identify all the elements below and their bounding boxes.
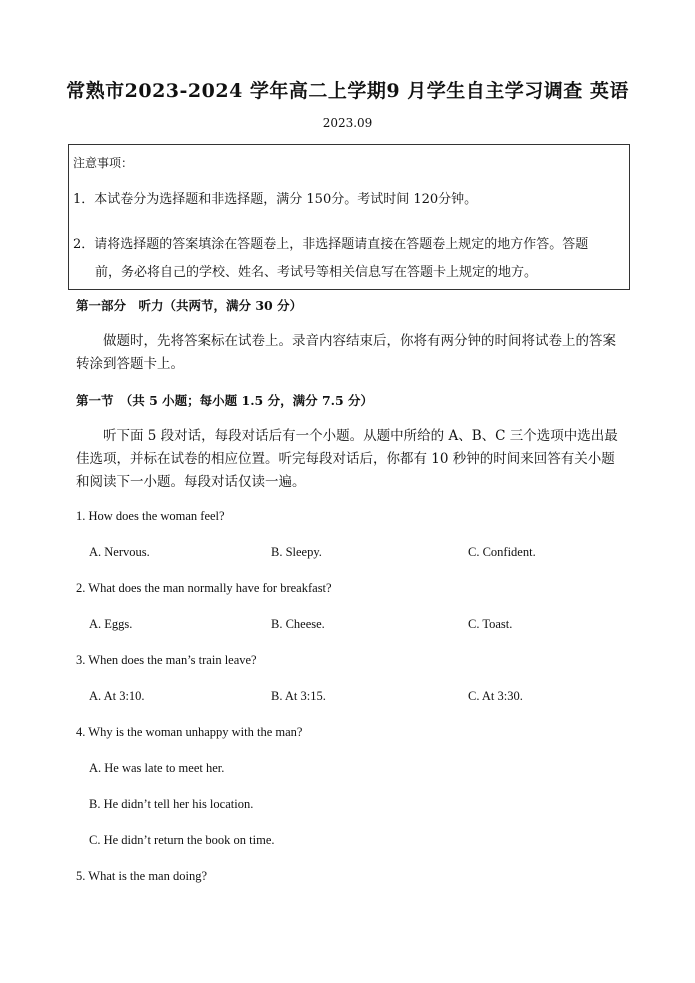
option-a: A. Nervous. xyxy=(89,545,150,559)
section-1-heading: 第一节 （共 5 小题；每小题 1.5 分，满分 7.5 分） xyxy=(76,393,374,408)
exam-date: 2023.09 xyxy=(322,116,373,130)
notice-item-2 xyxy=(73,231,621,287)
option-c: C. Confident. xyxy=(468,545,536,559)
option-c: C. Toast. xyxy=(468,617,513,631)
notice-item-2-line-1: 2．请将选择题的答案填涂在答题卷上，非选择题请直接在答题卷上规定的地方作答。答题 xyxy=(73,237,589,252)
option-a: A. Eggs. xyxy=(89,617,133,631)
option-a: A. At 3:10. xyxy=(89,689,145,703)
question-stem: 5. What is the man doing? xyxy=(76,869,207,883)
option-b: B. Sleepy. xyxy=(271,545,322,559)
section-1-instruction: 听下面 5 段对话，每段对话后有一个小题。从题中所给的 A、B、C 三个选项中选出最佳选项，并标在试卷的相应位置。听完每段对话后，你都有 10 秒钟的时间来回答有关小题和阅读下一小题。每段对话仅读一遍。 xyxy=(76,428,618,490)
option-c: C. At 3:30. xyxy=(468,689,523,703)
notice-item-2-line-2: 前，务必将自己的学校、姓名、考试号等相关信息写在答题卡上规定的地方。 xyxy=(95,265,538,280)
question-stem: 3. When does the man’s train leave? xyxy=(76,653,257,667)
question-stem: 2. What does the man normally have for breakfast? xyxy=(76,581,332,595)
notice-item-1: 1．本试卷分为选择题和非选择题，满分 150分。考试时间 120分钟。 xyxy=(73,192,478,207)
option-a: A. He was late to meet her. xyxy=(89,761,225,775)
exam-title: 常熟市2023-2024 学年高二上学期9 月学生自主学习调查 英语 xyxy=(66,80,629,102)
option-b: B. Cheese. xyxy=(271,617,325,631)
option-b: B. At 3:15. xyxy=(271,689,326,703)
question-stem: 1. How does the woman feel? xyxy=(76,509,225,523)
part-1-heading: 第一部分 听力（共两节，满分 30 分） xyxy=(76,298,303,313)
question-stem: 4. Why is the woman unhappy with the man? xyxy=(76,725,303,739)
notice-box xyxy=(68,144,630,290)
option-b: B. He didn’t tell her his location. xyxy=(89,797,254,811)
notice-title: 注意事项： xyxy=(73,156,134,170)
option-c: C. He didn’t return the book on time. xyxy=(89,833,275,847)
part-1-instruction: 做题时，先将答案标在试卷上。录音内容结束后，你将有两分钟的时间将试卷上的答案转涂到答题卡上。 xyxy=(76,333,616,372)
